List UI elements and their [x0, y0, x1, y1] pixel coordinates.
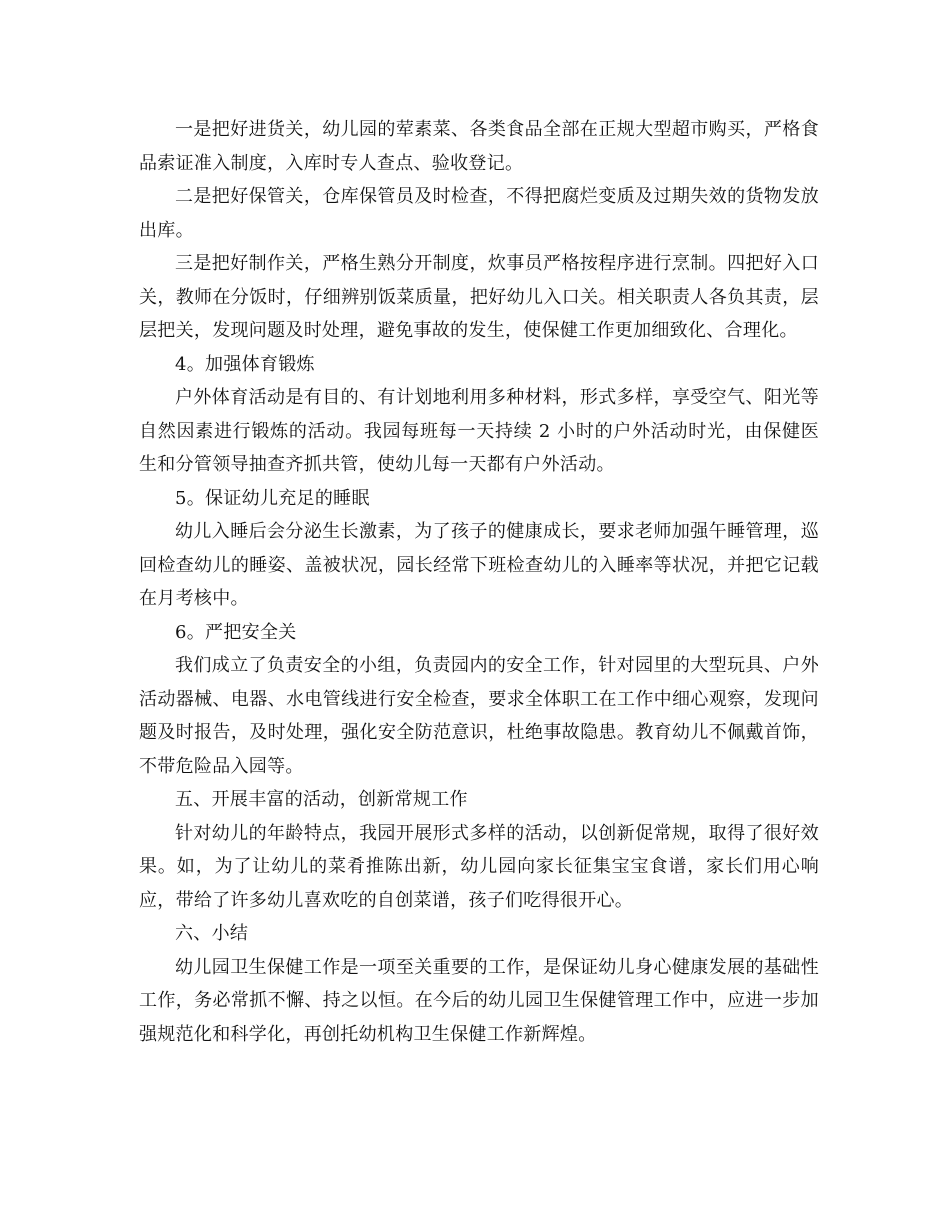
document-body [139, 113, 819, 1051]
heading-safety: 6。严把安全关 [175, 621, 297, 643]
para-safety-work: 我们成立了负责安全的小组，负责园内的安全工作，针对园里的大型玩具、户外活动器械、电器、水电管线进行安全检查，要求全体职工在工作中细心观察，发现问题及时报告，及时处理，强化安全防范意识，杜绝事故隐患。教育幼儿不佩戴首饰，不带危险品入园等。 [139, 655, 819, 777]
para-cooking-check: 三是把好制作关，严格生熟分开制度，炊事员严格按程序进行烹制。四把好入口关，教师在分饭时，仔细辨别饭菜质量，把好幼儿入口关。相关职责人各负其责，层层把关，发现问题及时处理，避免事故的发生，使保健工作更加细致化、合理化。 [139, 253, 819, 341]
para-sleep-management: 幼儿入睡后会分泌生长激素，为了孩子的健康成长，要求老师加强午睡管理，巡回检查幼儿的睡姿、盖被状况，园长经常下班检查幼儿的入睡率等状况，并把它记载在月考核中。 [139, 521, 819, 609]
heading-sleep: 5。保证幼儿充足的睡眠 [175, 487, 370, 509]
heading-physical-exercise: 4。加强体育锻炼 [175, 353, 315, 375]
para-storage-check: 二是把好保管关，仓库保管员及时检查，不得把腐烂变质及过期失效的货物发放出库。 [139, 186, 819, 241]
para-purchase-check: 一是把好进货关，幼儿园的荤素菜、各类食品全部在正规大型超市购买，严格食品索证准入制度，入库时专人查点、验收登记。 [139, 119, 819, 174]
para-outdoor-activity: 户外体育活动是有目的、有计划地利用多种材料，形式多样，享受空气、阳光等自然因素进行锻炼的活动。我园每班每一天持续 2 小时的户外活动时光，由保健医生和分管领导抽查齐抓共管，使幼儿每一天都有户外活动。 [139, 387, 819, 475]
heading-summary: 六、小结 [175, 923, 249, 944]
heading-activities: 五、开展丰富的活动，创新常规工作 [175, 789, 468, 810]
para-activities-detail: 针对幼儿的年龄特点，我园开展形式多样的活动，以创新促常规，取得了很好效果。如，为了让幼儿的菜肴推陈出新，幼儿园向家长征集宝宝食谱，家长们用心响应，带给了许多幼儿喜欢吃的自创菜谱，孩子们吃得很开心。 [139, 822, 819, 911]
para-summary: 幼儿园卫生保健工作是一项至关重要的工作，是保证幼儿身心健康发展的基础性工作，务必常抓不懈、持之以恒。在今后的幼儿园卫生保健管理工作中，应进一步加强规范化和科学化，再创托幼机构卫生保健工作新辉煌。 [139, 956, 819, 1045]
